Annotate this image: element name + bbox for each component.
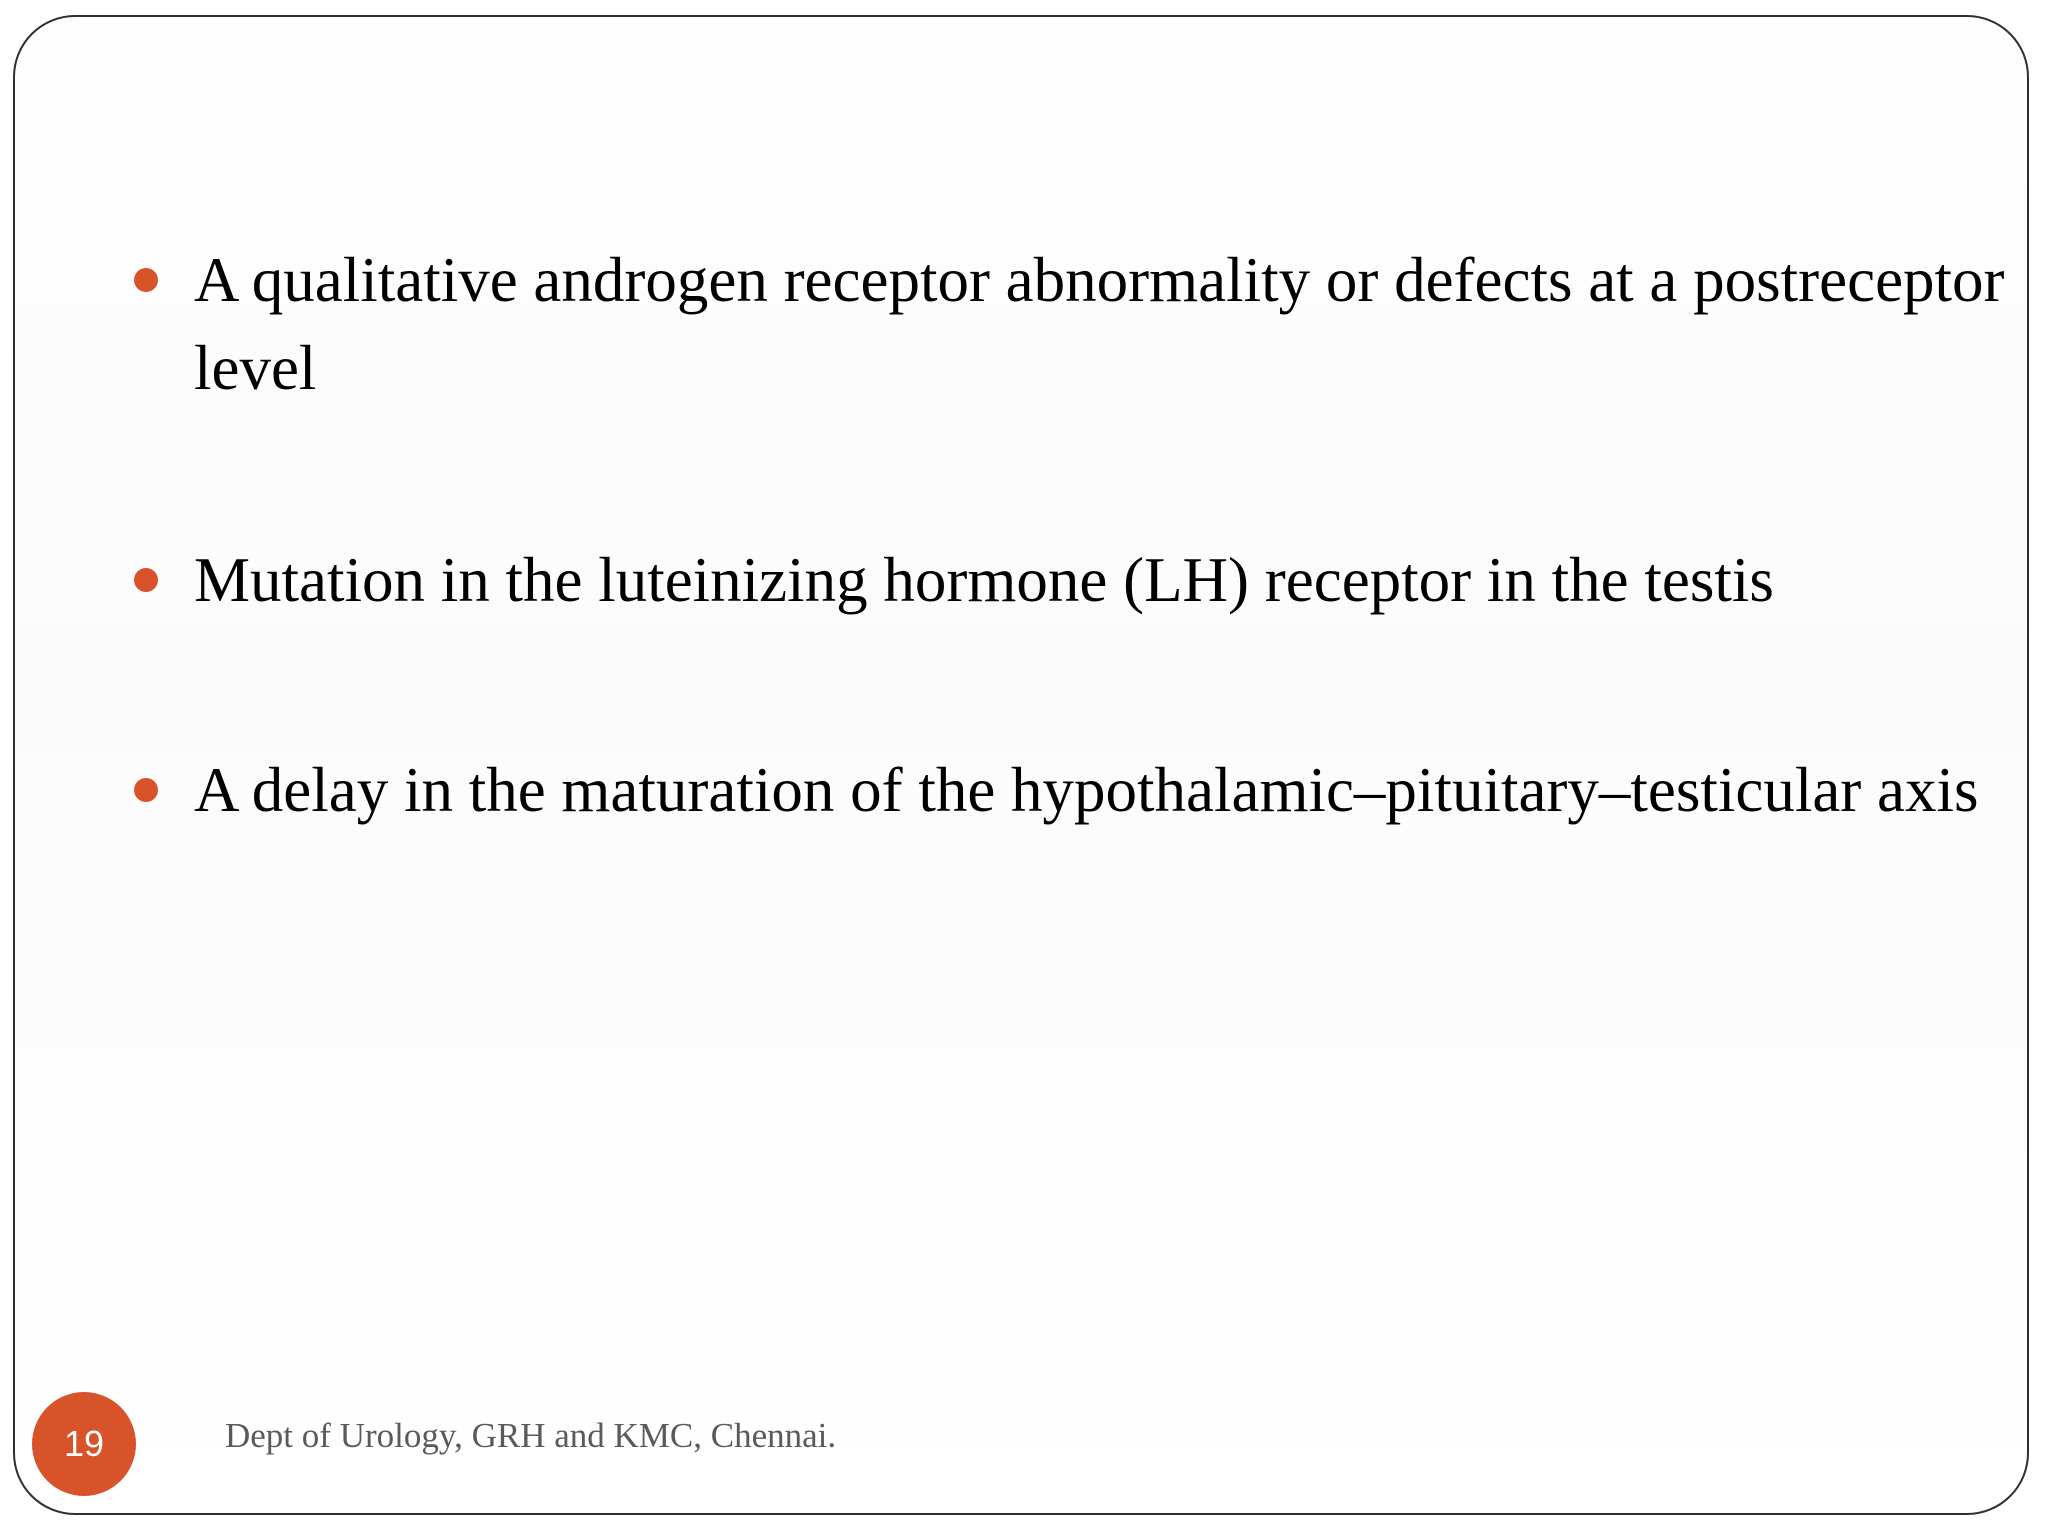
bullet-dot-icon [134, 268, 158, 292]
bullet-text: Mutation in the luteinizing hormone (LH) receptor in the testis [194, 545, 1774, 615]
footer-text: Dept of Urology, GRH and KMC, Chennai. [225, 1416, 837, 1455]
page-number-badge: 19 [32, 1392, 136, 1496]
bullet-dot-icon [134, 778, 158, 802]
bullet-dot-icon [134, 568, 158, 592]
bullet-text: A qualitative androgen receptor abnormality or defects at a postreceptor level [194, 245, 2005, 403]
bullet-text: A delay in the maturation of the hypothalamic–pituitary–testicular axis [194, 755, 1979, 825]
